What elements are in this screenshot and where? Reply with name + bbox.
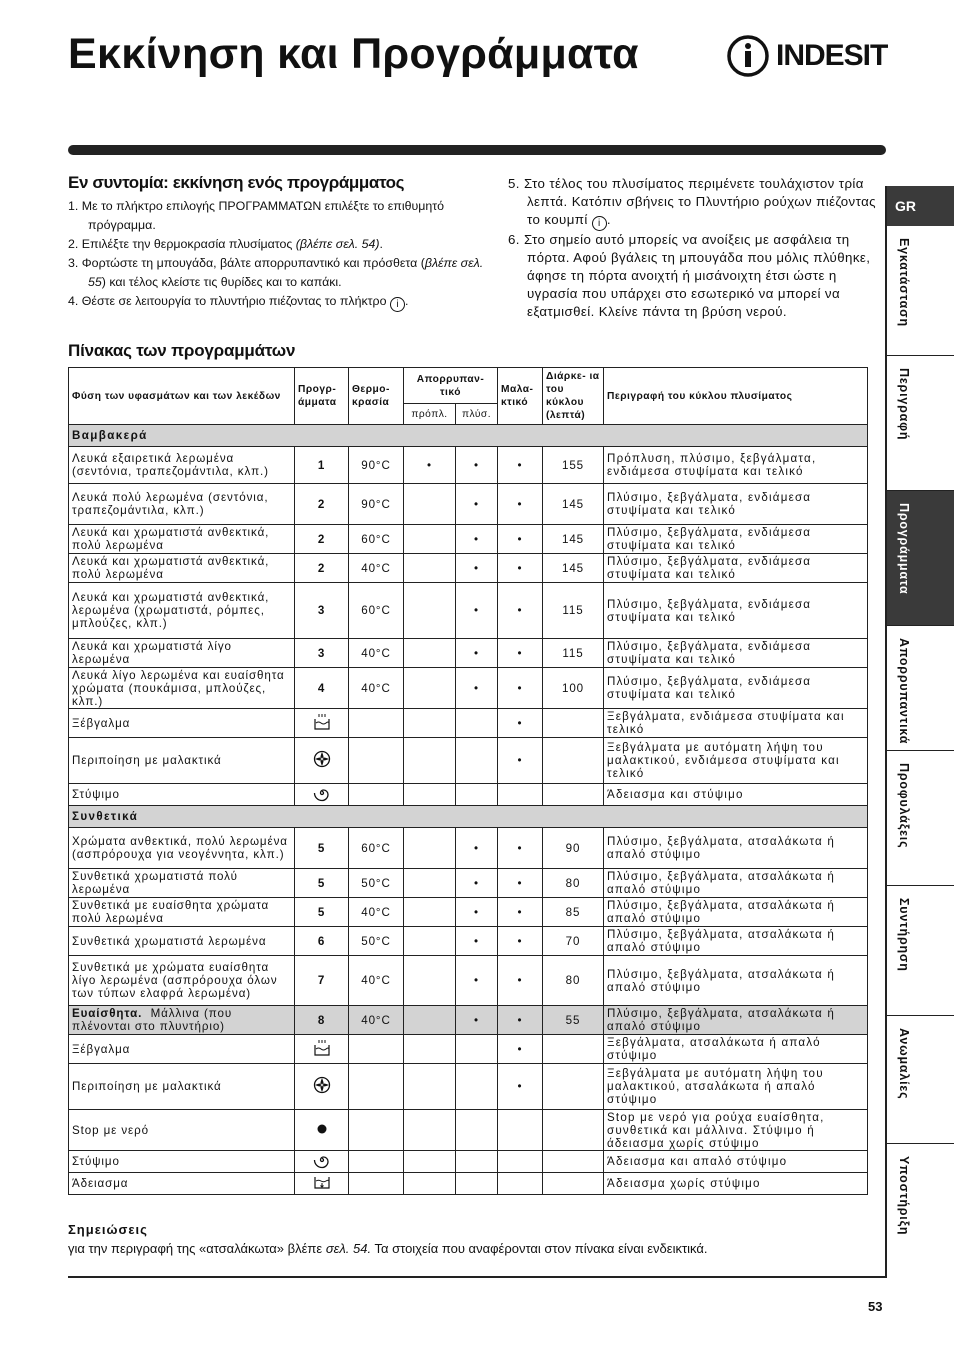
temperature-cell: 50°C (349, 927, 404, 956)
wash-cell (456, 709, 498, 738)
temperature-cell: 90°C (349, 447, 404, 484)
program-cell: 8 (295, 1006, 349, 1035)
temperature-cell: 40°C (349, 956, 404, 1006)
temperature-cell (349, 1173, 404, 1195)
sidebar-tab-1[interactable] (887, 226, 954, 356)
prewash-cell (404, 1064, 456, 1110)
header-description: Περιγραφή του κύκλου πλυσίματος (604, 368, 868, 425)
table-row (69, 1064, 868, 1110)
prewash-cell (404, 484, 456, 525)
softener-cell: • (498, 525, 543, 554)
table-row (69, 1173, 868, 1195)
wash-cell (456, 784, 498, 806)
duration-cell (543, 738, 604, 784)
step-item: 1. Με το πλήκτρο επιλογής ΠΡΟΓΡΑΜΜΑΤΩΝ επιλέξτε το επιθυμητό πρόγραμμα. (68, 199, 445, 232)
fabric-cell: Συνθετικά χρωματιστά λερωμένα (69, 927, 295, 956)
temperature-cell: 60°C (349, 583, 404, 639)
duration-cell: 145 (543, 525, 604, 554)
program-cell (295, 1173, 349, 1195)
table-row (69, 484, 868, 525)
softener-cell: • (498, 927, 543, 956)
drain-icon (313, 1181, 331, 1194)
program-cell (295, 1151, 349, 1173)
program-cell (295, 784, 349, 806)
duration-cell: 55 (543, 1006, 604, 1035)
temperature-cell: 40°C (349, 554, 404, 583)
duration-cell (543, 1110, 604, 1151)
description-cell: Πλύσιμο, ξεβγάλματα, ατσαλάκωτα ή απαλό στύψιμο (604, 869, 868, 898)
sidebar-tab-4[interactable] (887, 626, 954, 751)
softener-cell: • (498, 639, 543, 668)
table-row (69, 898, 868, 927)
table-row (69, 554, 868, 583)
softener-cell (498, 784, 543, 806)
temperature-cell (349, 1110, 404, 1151)
wash-cell: • (456, 898, 498, 927)
description-cell: Ξεβγάλματα με αυτόματη λήψη του μαλακτικού, ενδιάμεσα στυψίματα και τελικό (604, 738, 868, 784)
rinse-icon (313, 1047, 331, 1060)
temperature-cell: 40°C (349, 898, 404, 927)
softener-cell (498, 1110, 543, 1151)
prewash-cell (404, 1173, 456, 1195)
fabric-cell: Λευκά πολύ λερωμένα (σεντόνια, τραπεζομάντιλα, κλπ.) (69, 484, 295, 525)
duration-cell: 80 (543, 956, 604, 1006)
table-row (69, 956, 868, 1006)
fabric-cell: Λευκά εξαιρετικά λερωμένα (σεντόνια, τραπεζομάντιλα, κλπ.) (69, 447, 295, 484)
table-heading: Πίνακας των προγραμμάτων (68, 341, 296, 360)
duration-cell (543, 784, 604, 806)
table-row (69, 1110, 868, 1151)
page-number: 53 (868, 1299, 883, 1314)
temperature-cell (349, 709, 404, 738)
header-program: Προγρ- άμματα (295, 368, 349, 425)
sidebar-tab-label: Απορρυπαντικά (897, 638, 911, 745)
table-row (69, 784, 868, 806)
fabric-cell: Λευκά και χρωματιστά λίγο λερωμένα (69, 639, 295, 668)
fabric-cell: Συνθετικά με ευαίσθητα χρώματα πολύ λερωμένα (69, 898, 295, 927)
prewash-cell (404, 1151, 456, 1173)
temperature-cell: 40°C (349, 639, 404, 668)
softener-cell: • (498, 828, 543, 869)
table-row (69, 583, 868, 639)
description-cell: Stop με νερό για ρούχα ευαίσθητα, συνθετικά και μάλλινα. Στύψιμο ή άδειασμα χωρίς στύψιμο (604, 1110, 868, 1151)
program-cell: 3 (295, 583, 349, 639)
program-cell (295, 1110, 349, 1151)
duration-cell (543, 1035, 604, 1064)
table-row (69, 709, 868, 738)
fabric-cell: Λευκά και χρωματιστά ανθεκτικά, πολύ λερωμένα (69, 554, 295, 583)
section-cotton-label: Βαμβακερά (69, 425, 868, 447)
description-cell: Ξεβγάλματα με αυτόματη λήψη του μαλακτικού, ατσαλάκωτα ή απαλό στύψιμο (604, 1064, 868, 1110)
program-cell: 5 (295, 898, 349, 927)
header-prewash: πρόπλ. (404, 404, 456, 425)
description-cell: Πλύσιμο, ξεβγάλματα, ενδιάμεσα στυψίματα και τελικό (604, 583, 868, 639)
softener-cell: • (498, 554, 543, 583)
softener-cell: • (498, 1035, 543, 1064)
prewash-cell (404, 828, 456, 869)
quick-start-section (68, 173, 498, 312)
fabric-cell: Στύψιμο (69, 1151, 295, 1173)
prewash-cell (404, 1035, 456, 1064)
program-cell: 5 (295, 869, 349, 898)
fabric-cell: Χρώματα ανθεκτικά, πολύ λερωμένα (ασπρόρουχα για νεογέννητα, κλπ.) (69, 828, 295, 869)
table-row (69, 525, 868, 554)
temperature-cell: 60°C (349, 525, 404, 554)
table-row (69, 1035, 868, 1064)
prewash-cell (404, 668, 456, 709)
softener-icon (313, 758, 331, 771)
quick-start-continued (508, 175, 880, 321)
indesit-logo-icon (726, 34, 770, 78)
prewash-cell: • (404, 447, 456, 484)
temperature-cell (349, 1064, 404, 1110)
program-cell: 5 (295, 828, 349, 869)
softener-cell: • (498, 956, 543, 1006)
duration-cell: 115 (543, 583, 604, 639)
duration-cell: 145 (543, 554, 604, 583)
sidebar-tab-2[interactable] (887, 356, 954, 491)
program-cell (295, 709, 349, 738)
softener-cell (498, 1151, 543, 1173)
brand-name: INDESIT (776, 39, 888, 72)
header-detergent: Απορρυπαν- τικό (404, 368, 498, 404)
duration-cell: 70 (543, 927, 604, 956)
duration-cell: 145 (543, 484, 604, 525)
fabric-cell: Άδειασμα (69, 1173, 295, 1195)
sidebar-tab-7[interactable] (887, 1016, 954, 1144)
description-cell: Ξεβγάλματα, ατσαλάκωτα ή απαλό στύψιμο (604, 1035, 868, 1064)
wash-cell: • (456, 1006, 498, 1035)
duration-cell (543, 709, 604, 738)
fabric-cell: Περιποίηση με μαλακτικά (69, 1064, 295, 1110)
duration-cell (543, 1173, 604, 1195)
header-softener: Μαλα- κτικό (498, 368, 543, 425)
wash-cell: • (456, 525, 498, 554)
power-button-icon: i (592, 216, 607, 231)
sidebar-tab-8[interactable] (887, 1144, 954, 1278)
fabric-cell: Ξέβγαλμα (69, 1035, 295, 1064)
softener-cell: • (498, 484, 543, 525)
description-cell: Πλύσιμο, ξεβγάλματα, ατσαλάκωτα ή απαλό στύψιμο (604, 1006, 868, 1035)
temperature-cell (349, 1035, 404, 1064)
temperature-cell (349, 738, 404, 784)
sidebar-tab-label: Προγράμματα (897, 503, 911, 595)
header-rule (68, 145, 886, 155)
section-synthetic-label: Συνθετικά (69, 806, 868, 828)
temperature-cell: 40°C (349, 668, 404, 709)
table-row (69, 447, 868, 484)
softener-cell: • (498, 1064, 543, 1110)
fabric-cell: Λευκά και χρωματιστά ανθεκτικά, πολύ λερωμένα (69, 525, 295, 554)
description-cell: Πλύσιμο, ξεβγάλματα, ενδιάμεσα στυψίματα και τελικό (604, 484, 868, 525)
prewash-cell (404, 927, 456, 956)
prewash-cell (404, 554, 456, 583)
programs-table (68, 367, 868, 1195)
table-row (69, 828, 868, 869)
fabric-cell: Στύψιμο (69, 784, 295, 806)
temperature-cell (349, 784, 404, 806)
fabric-cell: Stop με νερό (69, 1110, 295, 1151)
sidebar-tab-label: Συντήρηση (897, 898, 911, 972)
quick-start-steps (68, 197, 498, 312)
fabric-cell: Περιποίηση με μαλακτικά (69, 738, 295, 784)
temperature-cell: 40°C (349, 1006, 404, 1035)
softener-cell: • (498, 668, 543, 709)
wash-cell (456, 1035, 498, 1064)
wash-cell: • (456, 583, 498, 639)
description-cell: Άδειασμα χωρίς στύψιμο (604, 1173, 868, 1195)
header-wash: πλύσ. (456, 404, 498, 425)
quick-start-heading: Εν συντομία: εκκίνηση ενός προγράμματος (68, 173, 405, 192)
program-cell (295, 738, 349, 784)
softener-cell: • (498, 709, 543, 738)
description-cell: Πλύσιμο, ξεβγάλματα, ενδιάμεσα στυψίματα και τελικό (604, 639, 868, 668)
wash-cell (456, 738, 498, 784)
program-cell: 2 (295, 484, 349, 525)
description-cell: Πλύσιμο, ξεβγάλματα, ενδιάμεσα στυψίματα και τελικό (604, 668, 868, 709)
stop-icon (315, 1126, 329, 1139)
fabric-cell: Ξέβγαλμα (69, 709, 295, 738)
sidebar-tab-5[interactable] (887, 751, 954, 886)
softener-cell: • (498, 738, 543, 784)
temperature-cell: 60°C (349, 828, 404, 869)
prewash-cell (404, 583, 456, 639)
prewash-cell (404, 784, 456, 806)
description-cell: Πλύσιμο, ξεβγάλματα, ατσαλάκωτα ή απαλό στύψιμο (604, 956, 868, 1006)
program-cell: 3 (295, 639, 349, 668)
description-cell: Ξεβγάλματα, ενδιάμεσα στυψίματα και τελικό (604, 709, 868, 738)
prewash-cell (404, 525, 456, 554)
wash-cell: • (456, 869, 498, 898)
notes-text: για την περιγραφή της «ατσαλάκωτα» βλέπε σελ. 54. Τα στοιχεία που αναφέρονται στον πίνακα είναι ενδεικτικά. (68, 1241, 708, 1256)
prewash-cell (404, 709, 456, 738)
program-cell: 2 (295, 554, 349, 583)
step-item: 6. Στο σημείο αυτό μπορείς να ανοίξεις με ασφάλεια τη πόρτα. Αφού βγάλεις τη μπουγάδα που μόλις πλύθηκε, άφησε τη πόρτα ανοιχτή ή μισάνοιχτη έτσι ώστε η υγρασία που υπάρχει στο εσωτερικό να μπορεί να εξατμισθεί. Κλείνε πάντα τη βρύση νερού. (508, 232, 871, 319)
duration-cell: 100 (543, 668, 604, 709)
wash-cell (456, 1151, 498, 1173)
section-cotton (69, 425, 868, 447)
description-cell: Πλύσιμο, ξεβγάλματα, ατσαλάκωτα ή απαλό στύψιμο (604, 898, 868, 927)
table-row (69, 668, 868, 709)
wash-cell: • (456, 639, 498, 668)
fabric-cell: Ευαίσθητα. Μάλλινα (που πλένονται στο πλυντήριο) (69, 1006, 295, 1035)
prewash-cell (404, 1006, 456, 1035)
step-item: 4. Θέστε σε λειτουργία το πλυντήριο πιέζοντας το πλήκτρο i . (68, 294, 409, 310)
sidebar-tab-label: Εγκατάσταση (897, 238, 911, 327)
wash-cell (456, 1173, 498, 1195)
description-cell: Πλύσιμο, ξεβγάλματα, ατσαλάκωτα ή απαλό στύψιμο (604, 828, 868, 869)
softener-icon (313, 1084, 331, 1097)
spin-icon (313, 792, 331, 805)
header-duration: Διάρκε- ια του κύκλου (λεπτά) (543, 368, 604, 425)
table-row (69, 1151, 868, 1173)
program-cell: 7 (295, 956, 349, 1006)
duration-cell: 80 (543, 869, 604, 898)
step-item: 2. Επιλέξτε την θερμοκρασία πλυσίματος (βλέπε σελ. 54). (68, 237, 383, 251)
prewash-cell (404, 956, 456, 1006)
duration-cell: 85 (543, 898, 604, 927)
description-cell: Πρόπλυση, πλύσιμο, ξεβγάλματα, ενδιάμεσα στυψίματα και τελικό (604, 447, 868, 484)
prewash-cell (404, 639, 456, 668)
program-cell: 6 (295, 927, 349, 956)
temperature-cell: 50°C (349, 869, 404, 898)
footer-rule (68, 1276, 886, 1278)
duration-cell: 155 (543, 447, 604, 484)
sidebar-tab-label: Προφυλάξεις (897, 763, 911, 849)
wash-cell: • (456, 484, 498, 525)
rinse-icon (313, 721, 331, 734)
fabric-cell: Συνθετικά με χρώματα ευαίσθητα λίγο λερωμένα (ασπρόρουχα όλων των τύπων ελαφρά λερωμένα) (69, 956, 295, 1006)
page-title: Εκκίνηση και Προγράμματα (68, 30, 639, 78)
softener-cell: • (498, 1006, 543, 1035)
program-cell (295, 1035, 349, 1064)
description-cell: Πλύσιμο, ξεβγάλματα, ενδιάμεσα στυψίματα και τελικό (604, 554, 868, 583)
softener-cell: • (498, 869, 543, 898)
description-cell: Πλύσιμο, ξεβγάλματα, ατσαλάκωτα ή απαλό στύψιμο (604, 927, 868, 956)
duration-cell: 115 (543, 639, 604, 668)
softener-cell: • (498, 898, 543, 927)
prewash-cell (404, 869, 456, 898)
softener-cell: • (498, 447, 543, 484)
spin-icon (313, 1159, 331, 1172)
softener-cell (498, 1173, 543, 1195)
program-cell: 4 (295, 668, 349, 709)
wash-cell (456, 1064, 498, 1110)
header-temperature: Θερμο- κρασία (349, 368, 404, 425)
duration-cell: 90 (543, 828, 604, 869)
table-row (69, 1006, 868, 1035)
header-fabric: Φύση των υφασμάτων και των λεκέδων (69, 368, 295, 425)
step-item: 3. Φορτώστε τη μπουγάδα, βάλτε απορρυπαντικό και πρόσθετα (βλέπε σελ. 55) και τέλος κλείστε τις θυρίδες και το καπάκι. (68, 256, 484, 289)
section-synthetic (69, 806, 868, 828)
softener-cell: • (498, 583, 543, 639)
wash-cell: • (456, 828, 498, 869)
prewash-cell (404, 738, 456, 784)
program-cell (295, 1064, 349, 1110)
sidebar-tab-3[interactable] (887, 491, 954, 626)
brand-logo (726, 34, 887, 78)
wash-cell: • (456, 554, 498, 583)
wash-cell: • (456, 956, 498, 1006)
fabric-cell: Λευκά λίγο λερωμένα και ευαίσθητα χρώματα (πουκάμισα, μπλούζες, κλπ.) (69, 668, 295, 709)
sidebar-tab-label: Ανωμαλίες (897, 1028, 911, 1100)
description-cell: Άδειασμα και απαλό στύψιμο (604, 1151, 868, 1173)
duration-cell (543, 1064, 604, 1110)
temperature-cell: 90°C (349, 484, 404, 525)
notes-title: Σημειώσεις (68, 1222, 148, 1237)
fabric-cell: Συνθετικά χρωματιστά πολύ λερωμένα (69, 869, 295, 898)
table-row (69, 869, 868, 898)
program-cell: 2 (295, 525, 349, 554)
sidebar-tab-label: Υποστήριξη (897, 1156, 911, 1236)
fabric-cell: Λευκά και χρωματιστά ανθεκτικά, λερωμένα (χρωματιστά, ρόμπες, μπλούζες, κλπ.) (69, 583, 295, 639)
step-item: 5. Στο τέλος του πλυσίματος περιμένετε τουλάχιστον τρία λεπτά. Κατόπιν σβήνεις το Πλυντήριο ρούχων πιέζοντας το κουμπί i . (508, 176, 876, 229)
temperature-cell (349, 1151, 404, 1173)
wash-cell: • (456, 447, 498, 484)
power-button-icon: i (390, 297, 405, 312)
prewash-cell (404, 1110, 456, 1151)
prewash-cell (404, 898, 456, 927)
wash-cell: • (456, 927, 498, 956)
sidebar-tab-6[interactable] (887, 886, 954, 1016)
language-tab: GR (887, 186, 954, 226)
wash-cell: • (456, 668, 498, 709)
wash-cell (456, 1110, 498, 1151)
sidebar-tab-label: Περιγραφή (897, 368, 911, 441)
duration-cell (543, 1151, 604, 1173)
description-cell: Άδειασμα και στύψιμο (604, 784, 868, 806)
program-cell: 1 (295, 447, 349, 484)
section-sidebar (885, 186, 954, 1278)
table-row (69, 927, 868, 956)
description-cell: Πλύσιμο, ξεβγάλματα, ενδιάμεσα στυψίματα και τελικό (604, 525, 868, 554)
table-row (69, 639, 868, 668)
table-row (69, 738, 868, 784)
